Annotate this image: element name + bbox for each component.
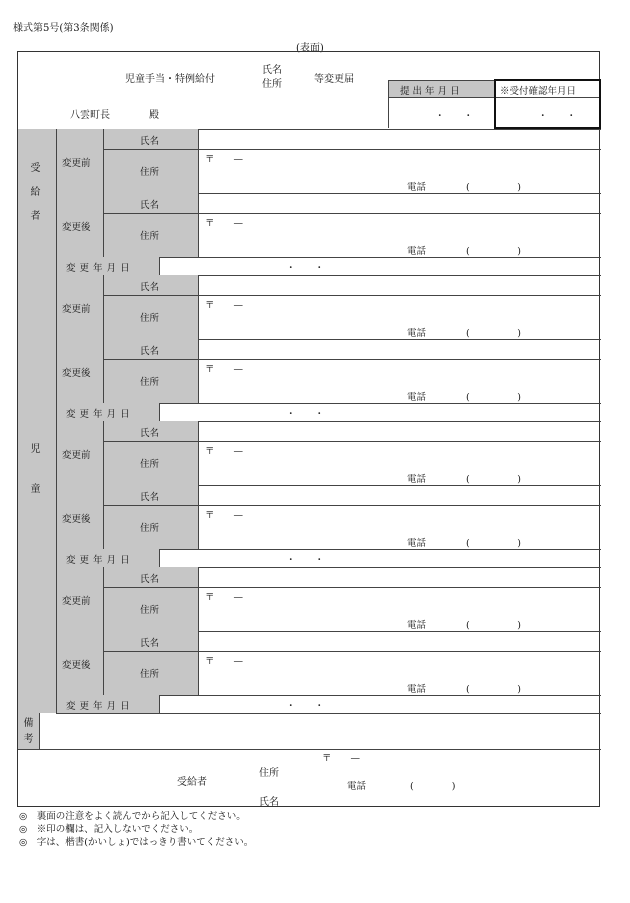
child1-after-phone-label: 電話 (407, 392, 427, 403)
child1-after-name-field[interactable] (199, 339, 601, 359)
recipient-after-label: 変更後 (62, 222, 91, 233)
recipient-after-address-label: 住所 (140, 231, 160, 242)
child1-before-name-label: 氏名 (140, 282, 160, 293)
child3-change-date-label: 変 更 年 月 日 (66, 701, 131, 712)
child3-before-phone-label: 電話 (407, 620, 427, 631)
child2-before-phone-label: 電話 (407, 474, 427, 485)
footer-phone-label: 電話 (347, 781, 367, 792)
recipient-after-name-label-cell (56, 193, 198, 213)
recipient-after-postal-mark: 〒 — (205, 218, 244, 229)
remarks-field[interactable] (40, 713, 601, 749)
honorific: 殿 (149, 110, 159, 121)
child3-after-phone-parens: ( ) (466, 684, 521, 695)
footer-phone-parens: ( ) (410, 781, 456, 792)
recipient-change-date-dots: ・ ・ (286, 263, 325, 274)
addressee: 八雲町長 (70, 110, 110, 121)
form-frame (17, 51, 600, 807)
child2-after-name-label-cell (56, 485, 198, 505)
footer-name-label: 氏名 (259, 797, 279, 808)
child1-after-address-label: 住所 (140, 377, 160, 388)
child3-before-phone-parens: ( ) (466, 620, 521, 631)
child2-before-phone-parens: ( ) (466, 474, 521, 485)
child1-before-phone-label: 電話 (407, 328, 427, 339)
child2-before-name-label: 氏名 (140, 428, 160, 439)
child2-after-name-field[interactable] (199, 485, 601, 505)
child2-change-date-label: 変 更 年 月 日 (66, 555, 131, 566)
child1-change-date-label: 変 更 年 月 日 (66, 409, 131, 420)
recipient-change-date-label: 変 更 年 月 日 (66, 263, 131, 274)
child2-before-postal-mark: 〒 — (205, 446, 244, 457)
child2-before-address-field[interactable] (199, 442, 601, 485)
recipient-after-name-field[interactable] (199, 193, 601, 213)
child2-before-name-field[interactable] (199, 421, 601, 441)
recipient-before-postal-mark: 〒 — (205, 154, 244, 165)
child2-change-date-dots: ・ ・ (286, 555, 325, 566)
recipient-before-name-label-cell (56, 129, 198, 149)
recipient-before-phone-parens: ( ) (466, 182, 521, 193)
recipient-before-label: 変更前 (62, 158, 91, 169)
recipient-after-name-label: 氏名 (140, 200, 160, 211)
recipient-before-address-label: 住所 (140, 167, 160, 178)
recipient-after-phone-parens: ( ) (466, 246, 521, 257)
form-number: 様式第5号(第3条関係) (13, 23, 114, 34)
child3-after-address-field[interactable] (199, 652, 601, 695)
child1-before-name-label-cell (56, 275, 198, 295)
form-title-name: 氏名 (262, 65, 282, 76)
child2-before-name-label-cell (56, 421, 198, 441)
child3-before-address-label: 住所 (140, 605, 160, 616)
child3-after-name-label: 氏名 (140, 638, 160, 649)
child3-before-name-label-cell (56, 567, 198, 587)
child1-before-address-field[interactable] (199, 296, 601, 339)
footer-address-label: 住所 (259, 768, 279, 779)
child3-after-name-label-cell (56, 631, 198, 651)
child3-before-name-field[interactable] (199, 567, 601, 587)
child1-change-date-field[interactable] (160, 403, 601, 421)
child3-after-phone-label: 電話 (407, 684, 427, 695)
child3-change-date-field[interactable] (160, 695, 601, 713)
child1-after-name-label: 氏名 (140, 346, 160, 357)
recipient-after-address-field[interactable] (199, 214, 601, 257)
submission-date-dots: ・ ・ (435, 111, 474, 122)
child2-before-label: 変更前 (62, 450, 91, 461)
recipient-before-name-field[interactable] (199, 129, 601, 149)
recipient-before-name-label: 氏名 (140, 136, 160, 147)
child1-after-postal-mark: 〒 — (205, 364, 244, 375)
child1-before-name-field[interactable] (199, 275, 601, 295)
child2-after-label: 変更後 (62, 514, 91, 525)
notes (19, 810, 253, 849)
footer-signature-field[interactable] (288, 751, 588, 807)
child3-change-date-dots: ・ ・ (286, 701, 325, 712)
child3-after-address-label: 住所 (140, 669, 160, 680)
child1-before-label: 変更前 (62, 304, 91, 315)
side-label: (表面) (296, 43, 324, 54)
child2-after-address-field[interactable] (199, 506, 601, 549)
child2-after-name-label: 氏名 (140, 492, 160, 503)
child1-before-phone-parens: ( ) (466, 328, 521, 339)
child2-after-postal-mark: 〒 — (205, 510, 244, 521)
child2-before-address-label: 住所 (140, 459, 160, 470)
form-title-end: 等変更届 (314, 74, 354, 85)
child2-change-date-field[interactable] (160, 549, 601, 567)
form-title-address: 住所 (262, 79, 282, 90)
recipient-section-label: 受給者 (30, 163, 41, 222)
child2-after-phone-label: 電話 (407, 538, 427, 549)
child3-after-postal-mark: 〒 — (205, 656, 244, 667)
child1-before-postal-mark: 〒 — (205, 300, 244, 311)
child3-after-label: 変更後 (62, 660, 91, 671)
submission-date-label: 提 出 年 月 日 (400, 86, 460, 97)
child1-change-date-dots: ・ ・ (286, 409, 325, 420)
note-1: ◎ 裏面の注意をよく読んでから記入してください。 (19, 811, 246, 822)
child3-after-name-field[interactable] (199, 631, 601, 651)
child2-after-address-label: 住所 (140, 523, 160, 534)
note-2: ◎ ※印の欄は、記入しないでください。 (19, 824, 199, 835)
child3-before-postal-mark: 〒 — (205, 592, 244, 603)
receipt-date-dots: ・ ・ (538, 111, 577, 122)
recipient-before-address-field[interactable] (199, 150, 601, 193)
note-3: ◎ 字は、楷書(かいしょ)ではっきり書いてください。 (19, 837, 254, 848)
footer-postal-mark: 〒 — (322, 753, 361, 764)
child1-before-address-label: 住所 (140, 313, 160, 324)
receipt-date-label: ※受付確認年月日 (500, 86, 577, 97)
child1-after-name-label-cell (56, 339, 198, 359)
child2-after-phone-parens: ( ) (466, 538, 521, 549)
child1-after-phone-parens: ( ) (466, 392, 521, 403)
child3-before-label: 変更前 (62, 596, 91, 607)
child3-before-name-label: 氏名 (140, 574, 160, 585)
form-title-main: 児童手当・特例給付 (125, 74, 215, 85)
remarks-label: 備考 (23, 718, 34, 745)
recipient-before-phone-label: 電話 (407, 182, 427, 193)
child1-after-label: 変更後 (62, 368, 91, 379)
child3-before-address-field[interactable] (199, 588, 601, 631)
footer-recipient-label: 受給者 (177, 777, 207, 788)
recipient-after-phone-label: 電話 (407, 246, 427, 257)
child1-after-address-field[interactable] (199, 360, 601, 403)
recipient-change-date-field[interactable] (160, 257, 601, 275)
child-section-label: 児童 (30, 444, 41, 495)
